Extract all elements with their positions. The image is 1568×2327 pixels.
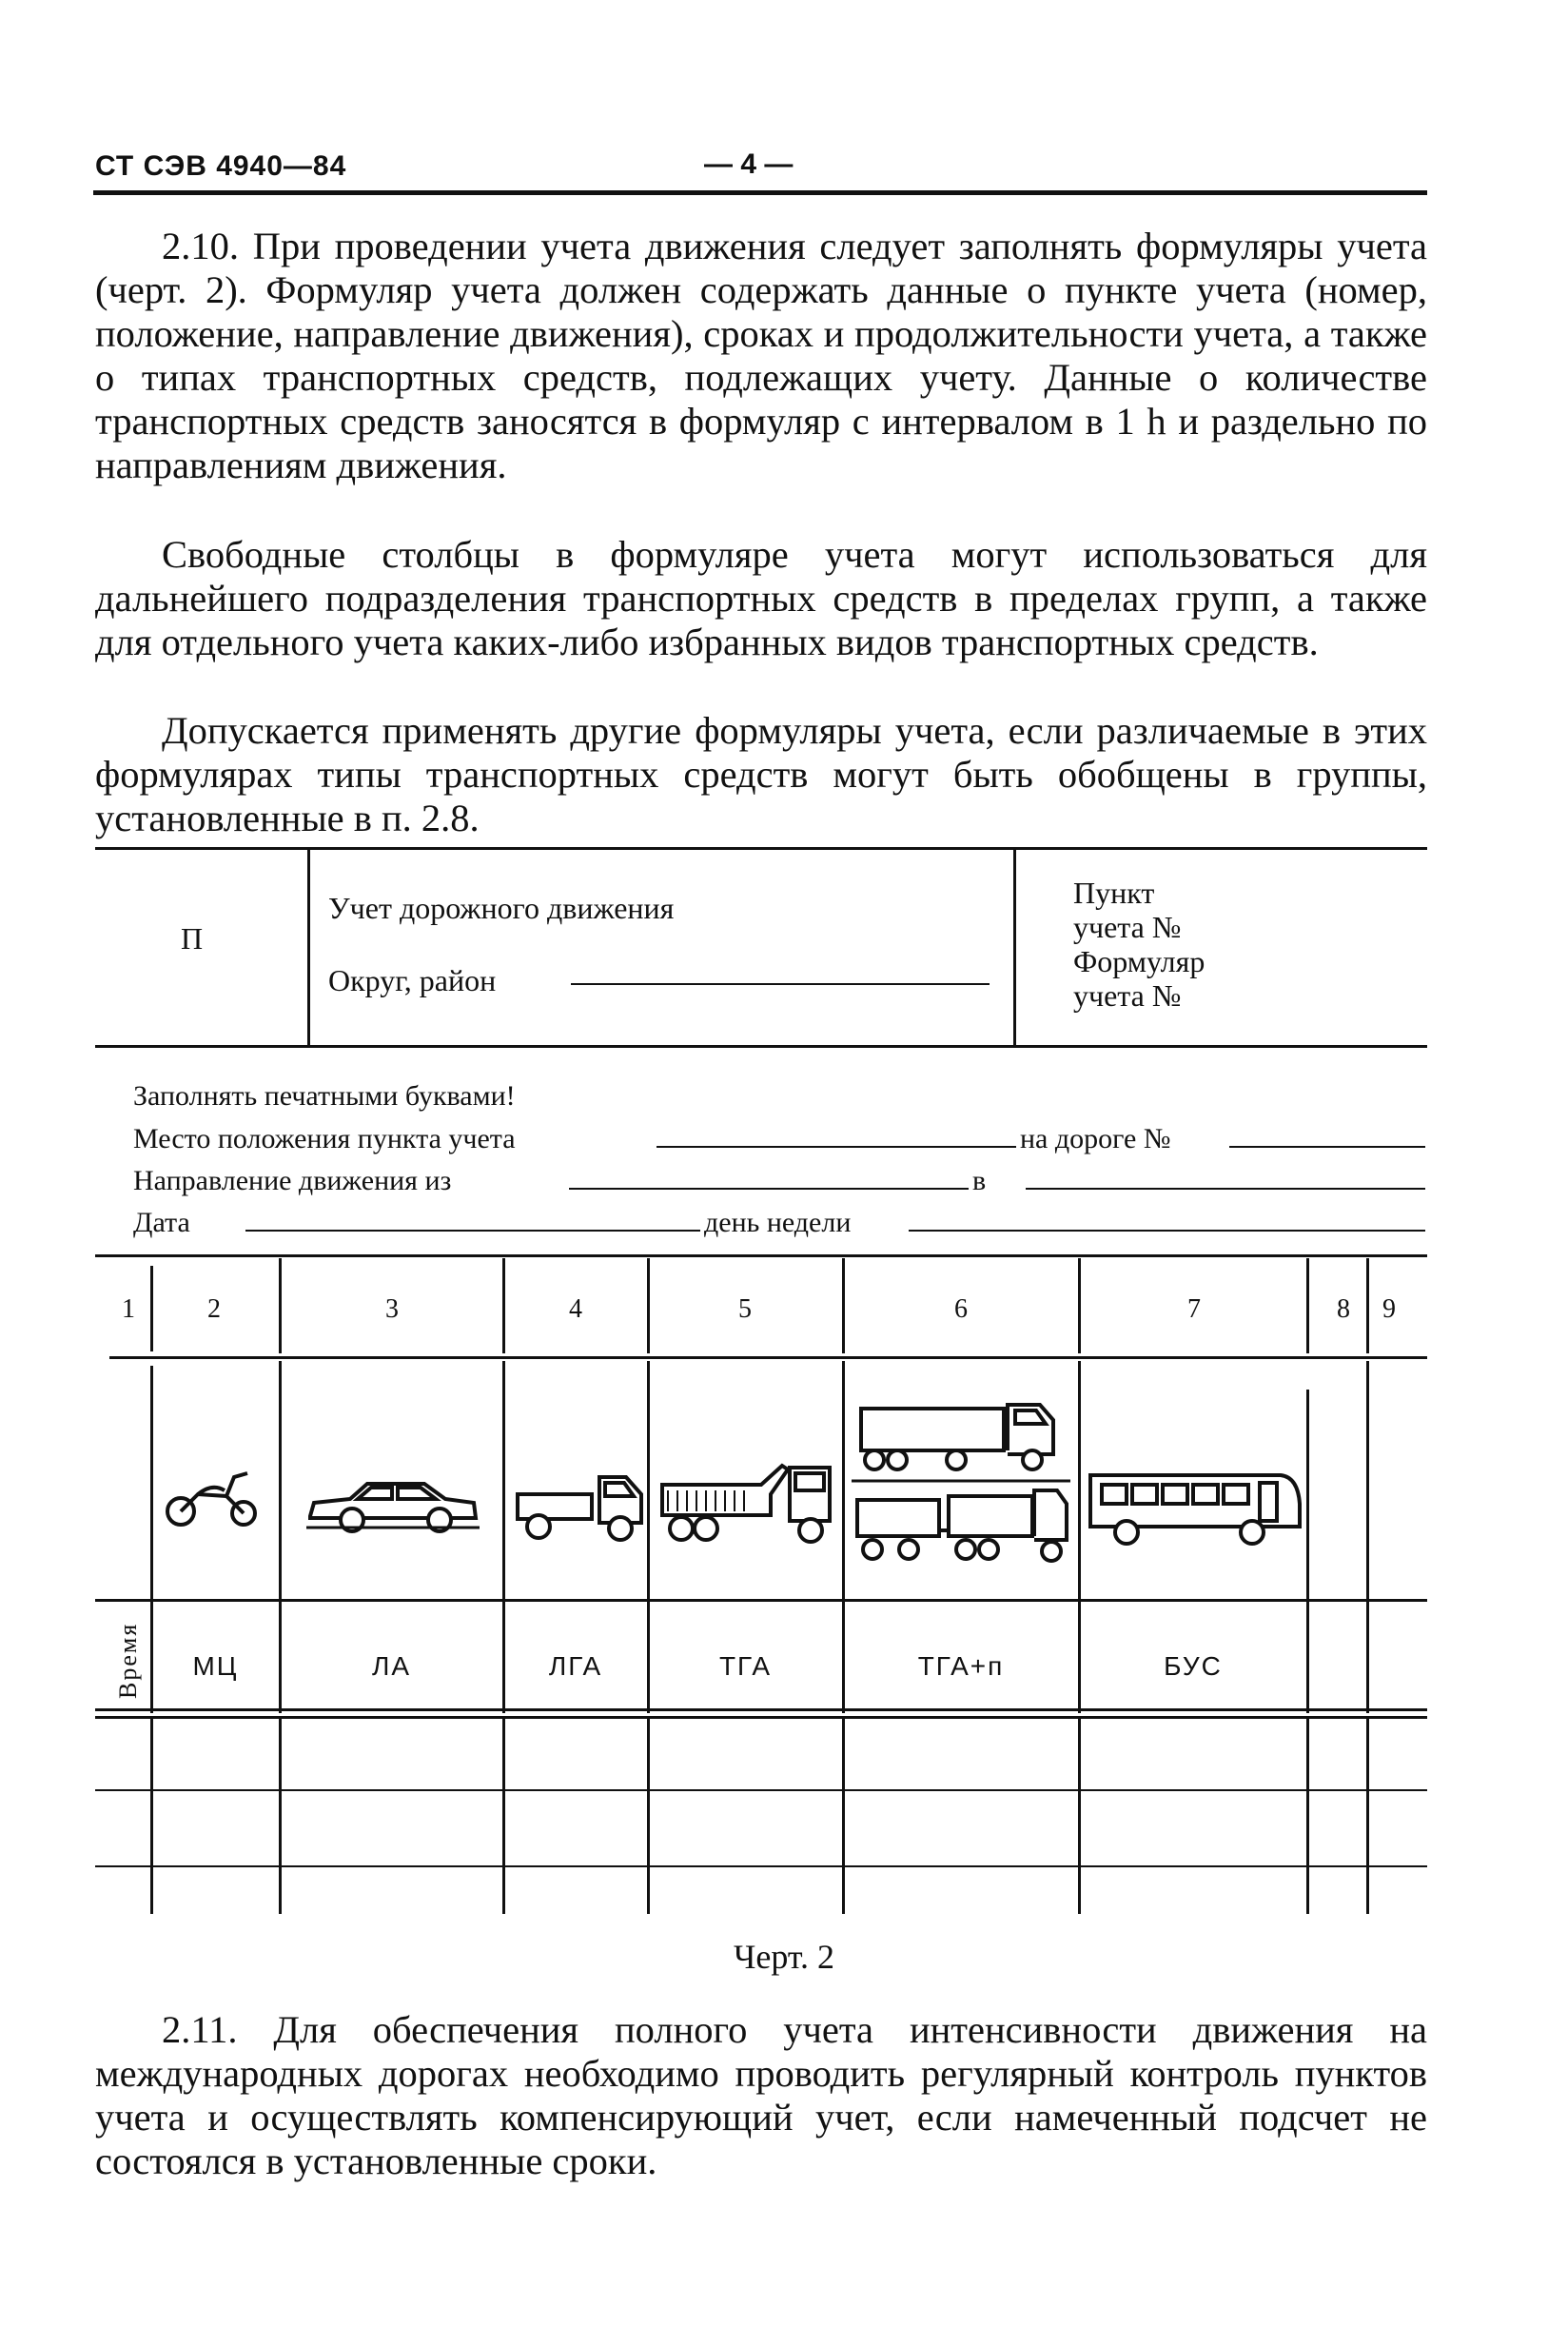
category-lga: ЛГА — [548, 1651, 603, 1681]
motorcycle-icon — [160, 1466, 265, 1532]
col-number-3: 3 — [385, 1294, 399, 1324]
col-number-6: 6 — [954, 1294, 968, 1324]
paragraph-2-10-other-forms: Допускается применять другие формуляры учета, если различаемые в этих формулярах типы транспортных средств могут быть обобщены в группы, установленные в п. 2.8. — [95, 709, 1427, 839]
col-number-1: 1 — [122, 1294, 135, 1324]
header-rule — [93, 190, 1427, 195]
standard-code: СТ СЭВ 4940—84 — [95, 150, 347, 182]
page-number: — 4 — — [704, 148, 794, 180]
col-number-5: 5 — [738, 1294, 752, 1324]
col-number-7: 7 — [1187, 1294, 1201, 1324]
category-bus: БУС — [1164, 1651, 1223, 1681]
road-field[interactable] — [1229, 1146, 1425, 1148]
bus-icon — [1085, 1466, 1303, 1551]
weekday-label: день недели — [704, 1207, 852, 1238]
car-icon — [303, 1478, 483, 1535]
country-code: П — [181, 921, 204, 956]
table-top-rule — [95, 1254, 1427, 1257]
category-mc: МЦ — [192, 1651, 239, 1681]
col-number-9: 9 — [1382, 1294, 1396, 1324]
date-field[interactable] — [245, 1230, 700, 1232]
point-block: Пункт учета № Формуляр учета № — [1073, 876, 1205, 1013]
instruction-text: Заполнять печатными буквами! — [133, 1080, 516, 1112]
col-number-4: 4 — [569, 1294, 582, 1324]
direction-from-label: Направление движения из — [133, 1165, 452, 1196]
time-label: Время — [114, 1622, 142, 1699]
figure-caption: Черт. 2 — [734, 1938, 834, 1976]
road-label: на дороге № — [1020, 1123, 1171, 1154]
light-truck-icon — [514, 1466, 647, 1547]
district-field[interactable] — [571, 983, 990, 985]
location-label: Место положения пункта учета — [133, 1123, 516, 1154]
category-la: ЛА — [371, 1651, 412, 1681]
direction-to-label: в — [972, 1165, 987, 1196]
category-tga-trailer: ТГА+п — [917, 1651, 1005, 1681]
paragraph-2-11: 2.11. Для обеспечения полного учета интенсивности движения на международных дорогах необходимо проводить регулярный контроль пунктов учета и осуществлять компенсирующий учет, если намеченный подсчет не состоялся в установленные сроки. — [95, 2008, 1427, 2182]
col-number-2: 2 — [207, 1294, 221, 1324]
location-field[interactable] — [657, 1146, 1016, 1148]
district-label: Округ, район — [328, 963, 497, 997]
heavy-truck-icon — [657, 1456, 837, 1551]
paragraph-2-10: 2.10. При проведении учета движения следует заполнять формуляры учета (черт. 2). Формуляр учета должен содержать данные о пункте учета (номер, положение, направление движения), сроках и продолжительности учета, а также о типах транспортных средств, подлежащих учету. Данные о количестве транспортных средств заносятся в формуляр с интервалом в 1 h и раздельно по направлениям движения. — [95, 225, 1427, 486]
direction-to-field[interactable] — [1026, 1188, 1425, 1190]
truck-trailer-icon — [852, 1397, 1070, 1587]
weekday-field[interactable] — [909, 1230, 1425, 1232]
paragraph-2-10-free-columns: Свободные столбцы в формуляре учета могут использоваться для дальнейшего подразделения транспортных средств в пределах групп, а также для отдельного учета каких-либо избранных видов транспортных средств. — [95, 533, 1427, 663]
date-label: Дата — [133, 1207, 190, 1238]
col-number-8: 8 — [1337, 1294, 1350, 1324]
category-tga: ТГА — [718, 1651, 773, 1681]
direction-from-field[interactable] — [569, 1188, 969, 1190]
form-title: Учет дорожного движения — [328, 891, 675, 925]
